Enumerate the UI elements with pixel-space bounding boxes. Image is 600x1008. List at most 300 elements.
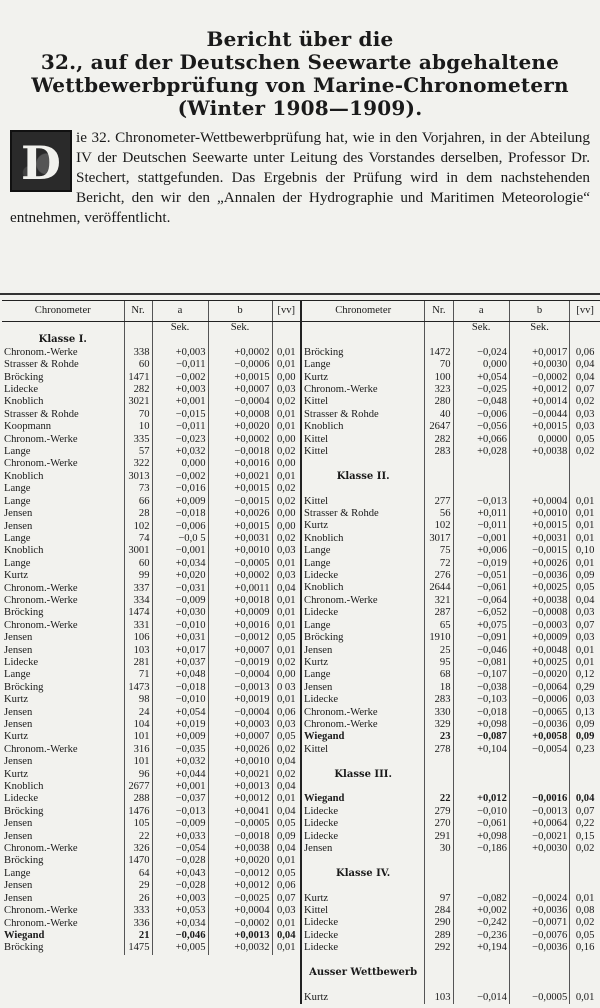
cell-vv: 0,02 — [570, 396, 600, 408]
cell-vv: 0,02 — [272, 769, 300, 781]
cell-chronometer: Strasser & Rohde — [4, 408, 79, 420]
table-row — [2, 694, 300, 706]
table-row — [2, 905, 300, 917]
cell-vv: 0,03 — [570, 421, 600, 433]
cell-a: +0,053 — [152, 905, 208, 917]
cell-nr: 1470 — [124, 855, 152, 867]
cell-a: +0,009 — [152, 496, 208, 508]
header-b: b — [509, 301, 569, 322]
cell-chronometer: Jensen — [4, 508, 33, 520]
cell-b: +0,0010 — [208, 545, 272, 557]
cell-nr: 56 — [425, 508, 453, 520]
table-row — [2, 781, 300, 793]
cell-chronometer: Kurtz — [4, 768, 29, 780]
cell-chronometer: Lidecke — [304, 917, 339, 929]
table-row — [2, 607, 300, 619]
cell-vv: 0,04 — [570, 793, 600, 805]
cell-a: +0,003 — [152, 893, 208, 905]
table-row — [2, 657, 300, 669]
cell-b: −0,0024 — [509, 893, 569, 905]
cell-chronometer: Jensen — [4, 706, 33, 718]
cell-nr: 30 — [425, 843, 453, 855]
cell-a: −0,061 — [453, 582, 509, 594]
cell-nr: 75 — [425, 545, 453, 557]
cell-b: +0,0038 — [509, 595, 569, 607]
cell-b: −0,0064 — [509, 682, 569, 694]
cell-a: 0,000 — [453, 359, 509, 371]
cell-b: −0,0015 — [208, 496, 272, 508]
cell-a: −0,018 — [453, 707, 509, 719]
cell-b: +0,0032 — [208, 942, 272, 954]
cell-nr: 98 — [124, 694, 152, 706]
cell-a: −0,013 — [152, 806, 208, 818]
cell-b: −0,0016 — [509, 793, 569, 805]
cell-nr: 18 — [425, 682, 453, 694]
cell-nr: 282 — [124, 384, 152, 396]
spacer-row — [302, 979, 600, 991]
table-row — [2, 707, 300, 719]
cell-vv: 0,02 — [272, 396, 300, 408]
cell-chronometer: Lange — [304, 545, 331, 557]
header-chronometer: Chronometer — [2, 301, 124, 322]
table-row — [302, 558, 600, 570]
cell-b: −0,0015 — [509, 545, 569, 557]
table-row — [2, 719, 300, 731]
cell-chronometer: Chronom.-Werke — [4, 743, 78, 755]
cell-a: +0,054 — [152, 707, 208, 719]
cell-b: −0,0044 — [509, 409, 569, 421]
cell-b: −0,0013 — [208, 682, 272, 694]
cell-chronometer: Chronom.-Werke — [4, 346, 78, 358]
cell-nr: 10 — [124, 421, 152, 433]
cell-a: −0,019 — [453, 558, 509, 570]
header-chronometer: Chronometer — [302, 301, 425, 322]
spacer-row — [302, 855, 600, 867]
cell-vv: 0,01 — [570, 533, 600, 545]
cell-a: +0,003 — [152, 347, 208, 359]
table-row — [2, 396, 300, 408]
cell-b: +0,0058 — [509, 731, 569, 743]
cell-chronometer: Lidecke — [304, 830, 339, 842]
cell-chronometer: Lange — [304, 669, 331, 681]
table-row — [302, 682, 600, 694]
cell-b: +0,0038 — [208, 843, 272, 855]
cell-chronometer: Kittel — [304, 446, 329, 458]
results-tables — [2, 300, 598, 1006]
cell-chronometer: Jensen — [4, 830, 33, 842]
header-a: a — [453, 301, 509, 322]
cell-a: −0,011 — [152, 421, 208, 433]
cell-b: +0,0048 — [509, 645, 569, 657]
cell-chronometer: Jensen — [4, 520, 33, 532]
cell-nr: 95 — [425, 657, 453, 669]
class-heading: Klasse III. — [334, 768, 392, 780]
cell-a: +0,066 — [453, 434, 509, 446]
cell-chronometer: Lange — [4, 532, 31, 544]
cell-chronometer: Jensen — [4, 880, 33, 892]
table-row — [2, 545, 300, 557]
table-row — [302, 645, 600, 657]
report-title — [0, 0, 600, 120]
cell-nr: 106 — [124, 632, 152, 644]
table-row — [302, 942, 600, 954]
cell-a: −0,010 — [152, 620, 208, 632]
cell-nr: 68 — [425, 669, 453, 681]
cell-nr: 292 — [425, 942, 453, 954]
cell-b: −0,0005 — [509, 992, 569, 1004]
table-row — [2, 620, 300, 632]
cell-nr: 25 — [425, 645, 453, 657]
table-row — [2, 347, 300, 359]
cell-chronometer: Jensen — [4, 818, 33, 830]
table-row — [302, 793, 600, 805]
cell-a: −0,024 — [453, 347, 509, 359]
cell-a: −0,011 — [453, 520, 509, 532]
cell-nr: 70 — [425, 359, 453, 371]
title-line-1: Bericht über die — [206, 27, 394, 51]
cell-nr: 23 — [425, 731, 453, 743]
cell-b: −0,0002 — [208, 918, 272, 930]
cell-chronometer: Lidecke — [304, 929, 339, 941]
cell-nr: 2644 — [425, 582, 453, 594]
cell-chronometer: Kurtz — [304, 371, 329, 383]
cell-a: −0,006 — [453, 409, 509, 421]
cell-b: +0,0020 — [208, 421, 272, 433]
table-row — [302, 570, 600, 582]
cell-b: +0,0014 — [509, 396, 569, 408]
cell-vv: 0,01 — [272, 607, 300, 619]
cell-vv: 0,02 — [272, 657, 300, 669]
cell-vv: 0,03 — [272, 719, 300, 731]
cell-a: −0,016 — [152, 483, 208, 495]
table-row — [2, 855, 300, 867]
cell-chronometer: Lange — [304, 359, 331, 371]
dropcap-letter: D — [10, 130, 72, 192]
cell-chronometer: Bröcking — [4, 371, 44, 383]
cell-chronometer: Knoblich — [304, 582, 344, 594]
cell-b: −0,0020 — [509, 669, 569, 681]
cell-a: −0,236 — [453, 930, 509, 942]
cell-b: +0,0010 — [509, 508, 569, 520]
cell-a: +0,054 — [453, 372, 509, 384]
cell-chronometer: Strasser & Rohde — [304, 508, 379, 520]
cell-chronometer: Lange — [4, 557, 31, 569]
cell-chronometer: Kurtz — [304, 991, 329, 1003]
cell-nr: 40 — [425, 409, 453, 421]
class-heading: Klasse I. — [38, 334, 87, 346]
cell-b: −0,0012 — [208, 632, 272, 644]
cell-vv: 0,07 — [570, 620, 600, 632]
cell-vv: 0,00 — [272, 434, 300, 446]
cell-vv: 0,06 — [272, 707, 300, 719]
table-row — [2, 496, 300, 508]
table-row — [302, 421, 600, 433]
cell-vv: 0,01 — [272, 409, 300, 421]
cell-a: +0,044 — [152, 769, 208, 781]
cell-chronometer: Bröcking — [4, 681, 44, 693]
cell-chronometer: Jensen — [4, 644, 33, 656]
table-row — [302, 719, 600, 731]
cell-chronometer: Bröcking — [4, 805, 44, 817]
cell-b: +0,0013 — [208, 930, 272, 942]
cell-nr: 3017 — [425, 533, 453, 545]
cell-chronometer: Lidecke — [304, 818, 339, 830]
cell-a: −0,023 — [152, 434, 208, 446]
cell-b: −0,0008 — [509, 607, 569, 619]
table-row — [2, 583, 300, 595]
cell-nr: 280 — [425, 396, 453, 408]
cell-b: −0,0065 — [509, 707, 569, 719]
table-row — [2, 446, 300, 458]
table-row — [2, 483, 300, 495]
table-row — [302, 359, 600, 371]
cell-vv: 0 03 — [272, 682, 300, 694]
cell-b: −0,0054 — [509, 744, 569, 756]
cell-a: −0,002 — [152, 372, 208, 384]
cell-nr: 102 — [124, 521, 152, 533]
cell-chronometer: Jensen — [4, 892, 33, 904]
cell-nr: 291 — [425, 831, 453, 843]
cell-chronometer: Chronom.-Werke — [4, 594, 78, 606]
cell-b: −0,0003 — [509, 620, 569, 632]
cell-vv: 0,10 — [570, 545, 600, 557]
cell-b: +0,0002 — [208, 347, 272, 359]
table-row — [2, 458, 300, 470]
cell-vv: 0,07 — [570, 384, 600, 396]
table-header-row — [302, 301, 600, 322]
cell-nr: 1471 — [124, 372, 152, 384]
cell-vv: 0,00 — [272, 669, 300, 681]
cell-chronometer: Bröcking — [4, 607, 44, 619]
cell-chronometer: Wiegand — [304, 793, 345, 805]
cell-b: −0,0025 — [208, 893, 272, 905]
intro-paragraph — [10, 128, 590, 276]
cell-vv: 0,03 — [272, 384, 300, 396]
cell-vv: 0,01 — [272, 942, 300, 954]
table-row — [302, 520, 600, 532]
cell-a: +0,032 — [152, 756, 208, 768]
header-vv: [vv] — [570, 301, 600, 322]
cell-b: −0,0036 — [509, 942, 569, 954]
cell-b: +0,0038 — [509, 446, 569, 458]
cell-chronometer: Lange — [4, 669, 31, 681]
cell-vv: 0,09 — [272, 831, 300, 843]
cell-chronometer: Chronom.-Werke — [304, 706, 378, 718]
cell-vv: 0,01 — [272, 347, 300, 359]
cell-nr: 21 — [124, 930, 152, 942]
table-row — [302, 446, 600, 458]
table-row — [302, 607, 600, 619]
table-row — [2, 793, 300, 805]
cell-chronometer: Jensen — [4, 719, 33, 730]
table-row — [2, 533, 300, 545]
cell-nr: 102 — [425, 520, 453, 532]
table-row — [2, 769, 300, 781]
cell-a: +0,048 — [152, 669, 208, 681]
cell-nr: 22 — [124, 831, 152, 843]
cell-nr: 74 — [124, 533, 152, 545]
table-row — [302, 917, 600, 929]
cell-nr: 316 — [124, 744, 152, 756]
cell-chronometer: Kurtz — [304, 892, 329, 904]
title-line-3: Wettbewerbprüfung von Marine-Chronometern — [31, 73, 569, 97]
table-row — [302, 831, 600, 843]
cell-vv: 0,07 — [570, 806, 600, 818]
table-row — [302, 620, 600, 632]
table-row — [302, 582, 600, 594]
table-row — [302, 731, 600, 743]
results-table-right — [302, 300, 600, 1004]
cell-chronometer: Lange — [4, 483, 31, 495]
cell-vv: 0,05 — [570, 930, 600, 942]
cell-nr: 288 — [124, 793, 152, 805]
cell-b: +0,0036 — [509, 905, 569, 917]
cell-b: 0,0000 — [509, 434, 569, 446]
table-row — [302, 669, 600, 681]
cell-vv: 0,07 — [272, 893, 300, 905]
cell-vv: 0,03 — [570, 607, 600, 619]
cell-vv: 0,08 — [570, 905, 600, 917]
cell-nr: 284 — [425, 905, 453, 917]
cell-nr: 337 — [124, 583, 152, 595]
cell-chronometer: Strasser & Rohde — [4, 359, 79, 371]
cell-vv: 0,01 — [570, 496, 600, 508]
spacer-row — [302, 756, 600, 768]
cell-nr: 336 — [124, 918, 152, 930]
cell-b: +0,0016 — [208, 620, 272, 632]
cell-chronometer: Lidecke — [304, 694, 339, 706]
cell-vv: 0,01 — [272, 694, 300, 706]
cell-vv: 0,05 — [272, 632, 300, 644]
cell-vv: 0,15 — [570, 831, 600, 843]
title-line-2: 32., auf der Deutschen Seewarte abgehaltene — [40, 50, 560, 74]
cell-a: −0,051 — [453, 570, 509, 582]
cell-vv: 0,03 — [570, 409, 600, 421]
cell-nr: 3013 — [124, 471, 152, 483]
table-row — [2, 880, 300, 892]
cell-a: +0,037 — [152, 657, 208, 669]
cell-a: −0,081 — [453, 657, 509, 669]
cell-vv: 0,01 — [272, 471, 300, 483]
cell-chronometer: Lange — [4, 446, 31, 458]
table-row — [302, 707, 600, 719]
cell-a: +0,011 — [453, 508, 509, 520]
cell-vv: 0,01 — [570, 645, 600, 657]
header-nr: Nr. — [124, 301, 152, 322]
unit-a: Sek. — [152, 322, 208, 335]
table-row — [2, 682, 300, 694]
cell-a: −0,0 5 — [152, 533, 208, 545]
cell-nr: 331 — [124, 620, 152, 632]
cell-nr: 277 — [425, 496, 453, 508]
title-line-4: (Winter 1908—1909). — [177, 96, 423, 120]
cell-nr: 278 — [425, 744, 453, 756]
table-row — [2, 930, 300, 942]
cell-a: +0,034 — [152, 558, 208, 570]
cell-chronometer: Chronom.-Werke — [4, 582, 78, 594]
cell-a: −0,009 — [152, 818, 208, 830]
table-row — [302, 533, 600, 545]
cell-nr: 2647 — [425, 421, 453, 433]
cell-vv: 0,01 — [570, 558, 600, 570]
cell-b: −0,0012 — [208, 868, 272, 880]
cell-b: −0,0018 — [208, 446, 272, 458]
cell-a: −0,018 — [152, 508, 208, 520]
cell-b: +0,0041 — [208, 806, 272, 818]
cell-chronometer: Bröcking — [304, 346, 344, 358]
spacer-row — [302, 334, 600, 346]
cell-chronometer: Lidecke — [304, 570, 339, 582]
cell-chronometer: Bröcking — [4, 855, 44, 867]
cell-nr: 1472 — [425, 347, 453, 359]
cell-vv: 0,05 — [272, 731, 300, 743]
table-header-row — [2, 301, 300, 322]
cell-a: +0,001 — [152, 396, 208, 408]
cell-vv: 0,09 — [570, 570, 600, 582]
results-table-left — [2, 300, 300, 955]
table-row — [302, 496, 600, 508]
cell-b: +0,0012 — [208, 880, 272, 892]
cell-vv: 0,01 — [272, 558, 300, 570]
cell-nr: 281 — [124, 657, 152, 669]
table-row — [2, 756, 300, 768]
cell-a: +0,017 — [152, 645, 208, 657]
spacer-row — [302, 458, 600, 470]
cell-vv: 0,00 — [272, 521, 300, 533]
table-row — [302, 657, 600, 669]
cell-b: +0,0031 — [509, 533, 569, 545]
class-heading-row — [302, 471, 600, 483]
table-row — [302, 744, 600, 756]
table-row — [302, 396, 600, 408]
cell-b: +0,0016 — [208, 458, 272, 470]
class-heading-row — [302, 967, 600, 979]
intro-text: ie 32. Chronometer-Wettbewerbprüfung hat, wie in den Vorjahren, in der Abteilung IV der Deutschen Seewarte unter Leitung des Vorstandes derselben, Professor Dr. Stechert, stattgefunden. Das Ergebnis der Prüfung wird in dem nachstehenden Bericht, den wir den „Annalen der Hydrographie und Maritimen Meteorologie“ entnehmen, veröffentlicht. — [10, 129, 590, 226]
cell-a: −0,002 — [152, 471, 208, 483]
cell-a: 0,000 — [152, 458, 208, 470]
cell-nr: 270 — [425, 818, 453, 830]
cell-b: −0,0021 — [509, 831, 569, 843]
cell-a: −0,035 — [152, 744, 208, 756]
table-row — [302, 434, 600, 446]
cell-chronometer: Chronom.-Werke — [304, 384, 378, 396]
cell-nr: 287 — [425, 607, 453, 619]
cell-vv: 0,05 — [272, 868, 300, 880]
cell-b: +0,0030 — [509, 359, 569, 371]
cell-vv: 0,02 — [272, 483, 300, 495]
cell-b: +0,0015 — [208, 372, 272, 384]
cell-b: −0,0036 — [509, 719, 569, 731]
table-row — [2, 893, 300, 905]
cell-chronometer: Kurtz — [4, 694, 29, 706]
cell-b: −0,0076 — [509, 930, 569, 942]
table-row — [302, 930, 600, 942]
cell-a: −0,010 — [152, 694, 208, 706]
header-b: b — [208, 301, 272, 322]
cell-chronometer: Chronom.-Werke — [4, 917, 78, 929]
cell-vv: 0,01 — [570, 657, 600, 669]
cell-b: +0,0008 — [208, 409, 272, 421]
table-row — [2, 843, 300, 855]
cell-vv: 0,09 — [570, 719, 600, 731]
cell-vv: 0,01 — [272, 855, 300, 867]
cell-nr: 60 — [124, 359, 152, 371]
cell-chronometer: Lange — [4, 495, 31, 507]
cell-nr: 1475 — [124, 942, 152, 954]
cell-chronometer: Chronom.-Werke — [4, 905, 78, 917]
cell-nr: 335 — [124, 434, 152, 446]
class-heading: Klasse II. — [336, 470, 390, 482]
